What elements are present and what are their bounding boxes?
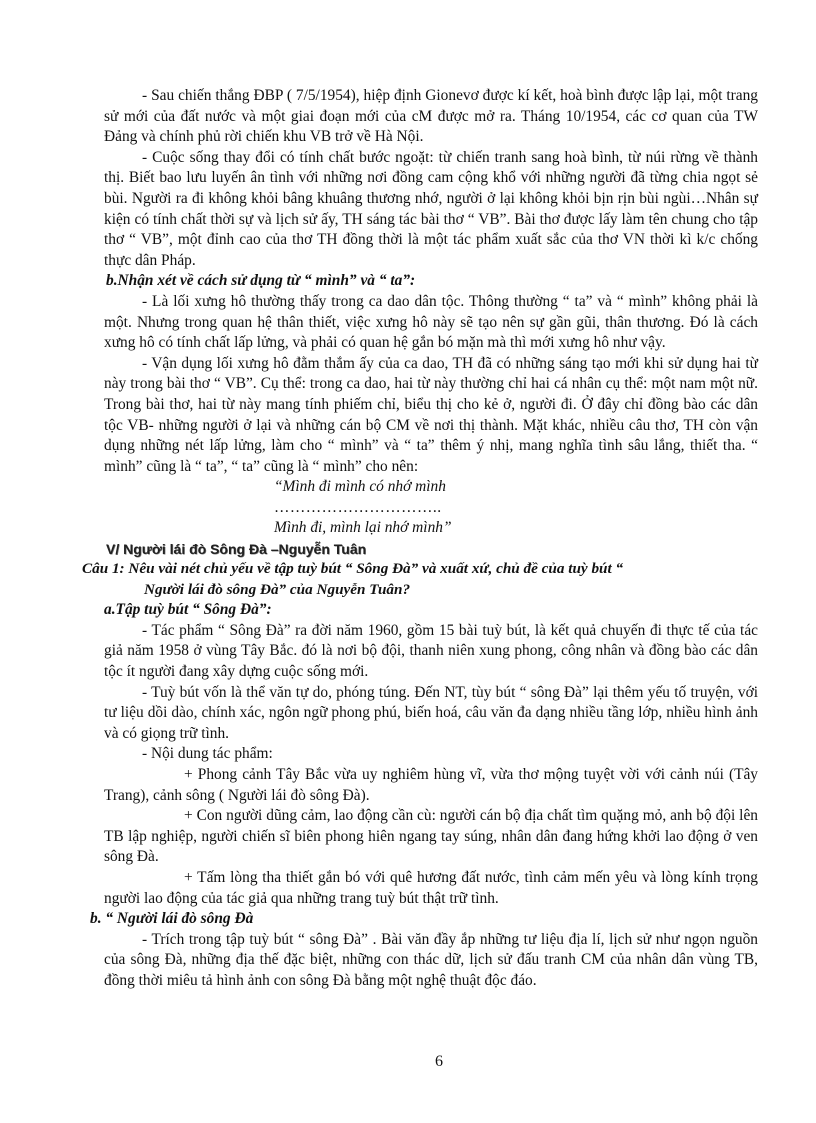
section-heading-v: V/ Người lái đò Sông Đà –Nguyễn Tuân [106, 541, 367, 558]
paragraph-a-2: - Tuỳ bút vốn là thể văn tự do, phóng túng. Đến NT, tùy bút “ sông Đà” lại thêm yếu tố truyện, với tư liệu dồi dào, chính xác, ngôn ngữ phong phú, biến hoá, câu văn đa dạng nhiều tầng lớp, nhiều hình ảnh và có giọng trữ tình. [104, 683, 758, 742]
paragraph-a-plus-3: + Tấm lòng tha thiết gắn bó với quê hương đất nước, tình cảm mến yêu và lòng kính trọng người lao động của tác giả qua những trang tuỳ bút thật trữ tình. [104, 868, 758, 907]
paragraph-minh-ta-1: - Là lối xưng hô thường thấy trong ca dao dân tộc. Thông thường “ ta” và “ mình” không phải là một. Nhưng trong quan hệ thân thiết, việc xưng hô này sẽ tạo nên sự gần gũi, thân thương. Đó là cách xưng hô có tính chất lấp lửng, và phải có quan hệ gắn bó mặn mà thì mới xưng hô như vậy. [104, 292, 758, 352]
poem-line-3: Mình đi, mình lại nhớ mình” [274, 519, 452, 537]
paragraph-a-3: - Nội dung tác phẩm: [142, 745, 273, 763]
question-1-line-2: Người lái đò sông Đà” của Nguyễn Tuân? [144, 580, 411, 598]
question-1-line-1: Câu 1: Nêu vài nét chủ yếu về tập tuỳ bút “ Sông Đà” và xuất xứ, chủ đề của tuỳ bút “ [82, 560, 624, 578]
paragraph-a-1: - Tác phẩm “ Sông Đà” ra đời năm 1960, gồm 15 bài tuỳ bút, là kết quả chuyến đi thực tế của tác giả năm 1958 ở vùng Tây Bắc. đó là nơi bộ đội, thanh niên xung phong, công nhân và đồng bào các dân tộc ít người đang xây dựng cuộc sống mới. [104, 621, 758, 681]
poem-line-1: “Mình đi mình có nhớ mình [274, 478, 446, 496]
paragraph-minh-ta-2: - Vận dụng lối xưng hô đằm thắm ấy của ca dao, TH đã có những sáng tạo mới khi sử dụng hai từ này trong bài thơ “ VB”. Cụ thể: trong ca dao, hai từ này thường chỉ hai cá nhân cụ thể: một nam một nữ. Trong bài thơ, hai từ này mang tính phiếm chỉ, biểu thị cho kẻ ở, người đi. Ở đây chỉ đồng bào các dân tộc VB- những người ở lại và những cán bộ CM về nơi thị thành. Mặt khác, nhiều câu thơ, TH còn vận dụng những nét lấp lửng, làm cho “ mình” và “ ta” thêm ý nhị, mang nghĩa tình sâu lắng, thiết tha. “ mình” cũng là “ ta”, “ ta” cũng là “ mình” cho nên: [104, 354, 758, 475]
paragraph-a-plus-1: + Phong cảnh Tây Bắc vừa uy nghiêm hùng vĩ, vừa thơ mộng tuyệt vời với cảnh núi (Tây Trang), cảnh sông ( Người lái đò sông Đà). [104, 766, 758, 804]
heading-b-nguoi-lai-do: b. “ Người lái đò sông Đà [90, 910, 254, 928]
paragraph-context-2: - Cuộc sống thay đổi có tính chất bước ngoặt: từ chiến tranh sang hoà bình, từ núi rừng về thành thị. Biết bao lưu luyến ân tình với những nơi đồng cam cộng khổ với những người đã từng chia ngọt sẻ bùi. Người ra đi không khỏi bâng khuâng thương nhớ, người ở lại không khỏi bịn rịn bùi ngùi…Nhân sự kiện có tính chất thời sự và lịch sử ấy, TH sáng tác bài thơ “ VB”. Bài thơ được lấy làm tên chung cho tập thơ “ VB”, một đỉnh cao của thơ TH đồng thời là một tác phẩm xuất sắc của thơ VN thời kì k/c chống thực dân Pháp. [104, 148, 758, 269]
heading-b-minh-ta: b.Nhận xét về cách sử dụng từ “ mình” và “ ta”: [106, 272, 416, 290]
paragraph-b-1: - Trích trong tập tuỳ bút “ sông Đà” . Bài văn đầy ắp những tư liệu địa lí, lịch sử như ngọn nguồn của sông Đà, những địa thế đặc biệt, những con thác dữ, lịch sử đấu tranh CM của nhân dân vùng TB, đồng thời miêu tả hình ảnh con sông Đà bằng một nghệ thuật độc đáo. [104, 930, 758, 989]
paragraph-a-plus-2: + Con người dũng cảm, lao động cần cù: người cán bộ địa chất tìm quặng mỏ, anh bộ đội lên TB lập nghiệp, người chiến sĩ biên phong hiên ngang tay súng, nhân dân đang hứng khởi lao động ở ven sông Đà. [104, 807, 758, 866]
poem-quote [274, 477, 758, 539]
page-number: 6 [435, 1053, 443, 1070]
document-page [82, 86, 758, 992]
poem-ellipsis: ………………………….. [274, 498, 442, 516]
paragraph-context-1: - Sau chiến thắng ĐBP ( 7/5/1954), hiệp định Gionevơ được kí kết, hoà bình được lập lại, một trang sử mới của đất nước và một giai đoạn mới của cM được mở ra. Tháng 10/1954, các cơ quan của TW Đảng và chính phủ rời chiến khu VB trở về Hà Nội. [104, 87, 758, 146]
heading-a-song-da: a.Tập tuỳ bút “ Sông Đà”: [104, 601, 272, 619]
